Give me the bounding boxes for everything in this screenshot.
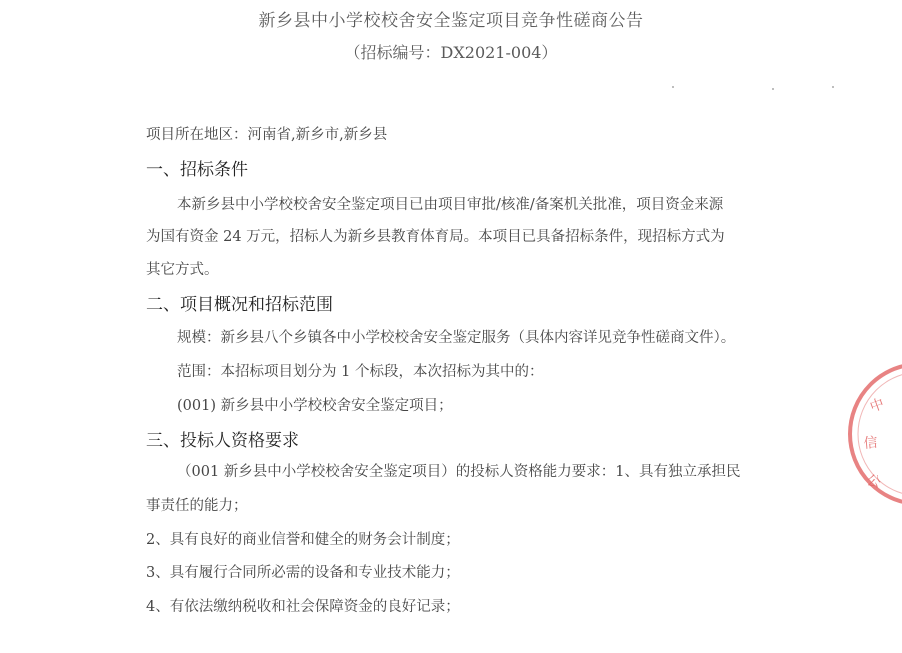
paragraph-line: 为国有资金 24 万元，招标人为新乡县教育体育局。本项目已具备招标条件，现招标方式为 bbox=[146, 229, 725, 245]
paragraph-line: (001) 新乡县中小学校校舍安全鉴定项目； bbox=[177, 398, 453, 414]
svg-text:信: 信 bbox=[862, 434, 879, 452]
paragraph-line: 规模：新乡县八个乡镇各中小学校校舍安全鉴定服务（具体内容详见竞争性磋商文件）。 bbox=[177, 330, 736, 346]
paragraph-line: 3、具有履行合同所必需的设备和专业技术能力； bbox=[146, 565, 460, 581]
tender-number: （招标编号：DX2021-004） bbox=[344, 43, 558, 62]
paragraph-line: 本新乡县中小学校校舍安全鉴定项目已由项目审批/核准/备案机关批准，项目资金来源 bbox=[177, 197, 724, 213]
paragraph-line: 其它方式。 bbox=[146, 262, 219, 278]
section-heading-conditions: 一、招标条件 bbox=[146, 160, 248, 180]
paragraph-line: （001 新乡县中小学校校舍安全鉴定项目）的投标人资格能力要求：1、具有独立承担民 bbox=[177, 464, 741, 480]
paragraph-line: 4、有依法缴纳税收和社会保障资金的良好记录； bbox=[146, 599, 460, 615]
section-heading-overview: 二、项目概况和招标范围 bbox=[146, 295, 333, 315]
svg-text:公: 公 bbox=[864, 472, 883, 492]
paragraph-line: 范围：本招标项目划分为 1 个标段，本次招标为其中的： bbox=[177, 364, 544, 380]
svg-text:中: 中 bbox=[867, 395, 887, 416]
paragraph-line: 2、具有良好的商业信誉和健全的财务会计制度； bbox=[146, 532, 460, 548]
section-heading-qualifications: 三、投标人资格要求 bbox=[146, 431, 299, 451]
scan-speck bbox=[832, 86, 834, 88]
scan-speck bbox=[772, 88, 774, 90]
project-location: 项目所在地区：河南省,新乡市,新乡县 bbox=[146, 127, 388, 143]
paragraph-line: 事责任的能力； bbox=[146, 498, 248, 514]
scan-speck bbox=[672, 86, 674, 88]
document-title: 新乡县中小学校校舍安全鉴定项目竞争性磋商公告 bbox=[258, 11, 644, 31]
official-seal-stamp bbox=[842, 352, 902, 522]
